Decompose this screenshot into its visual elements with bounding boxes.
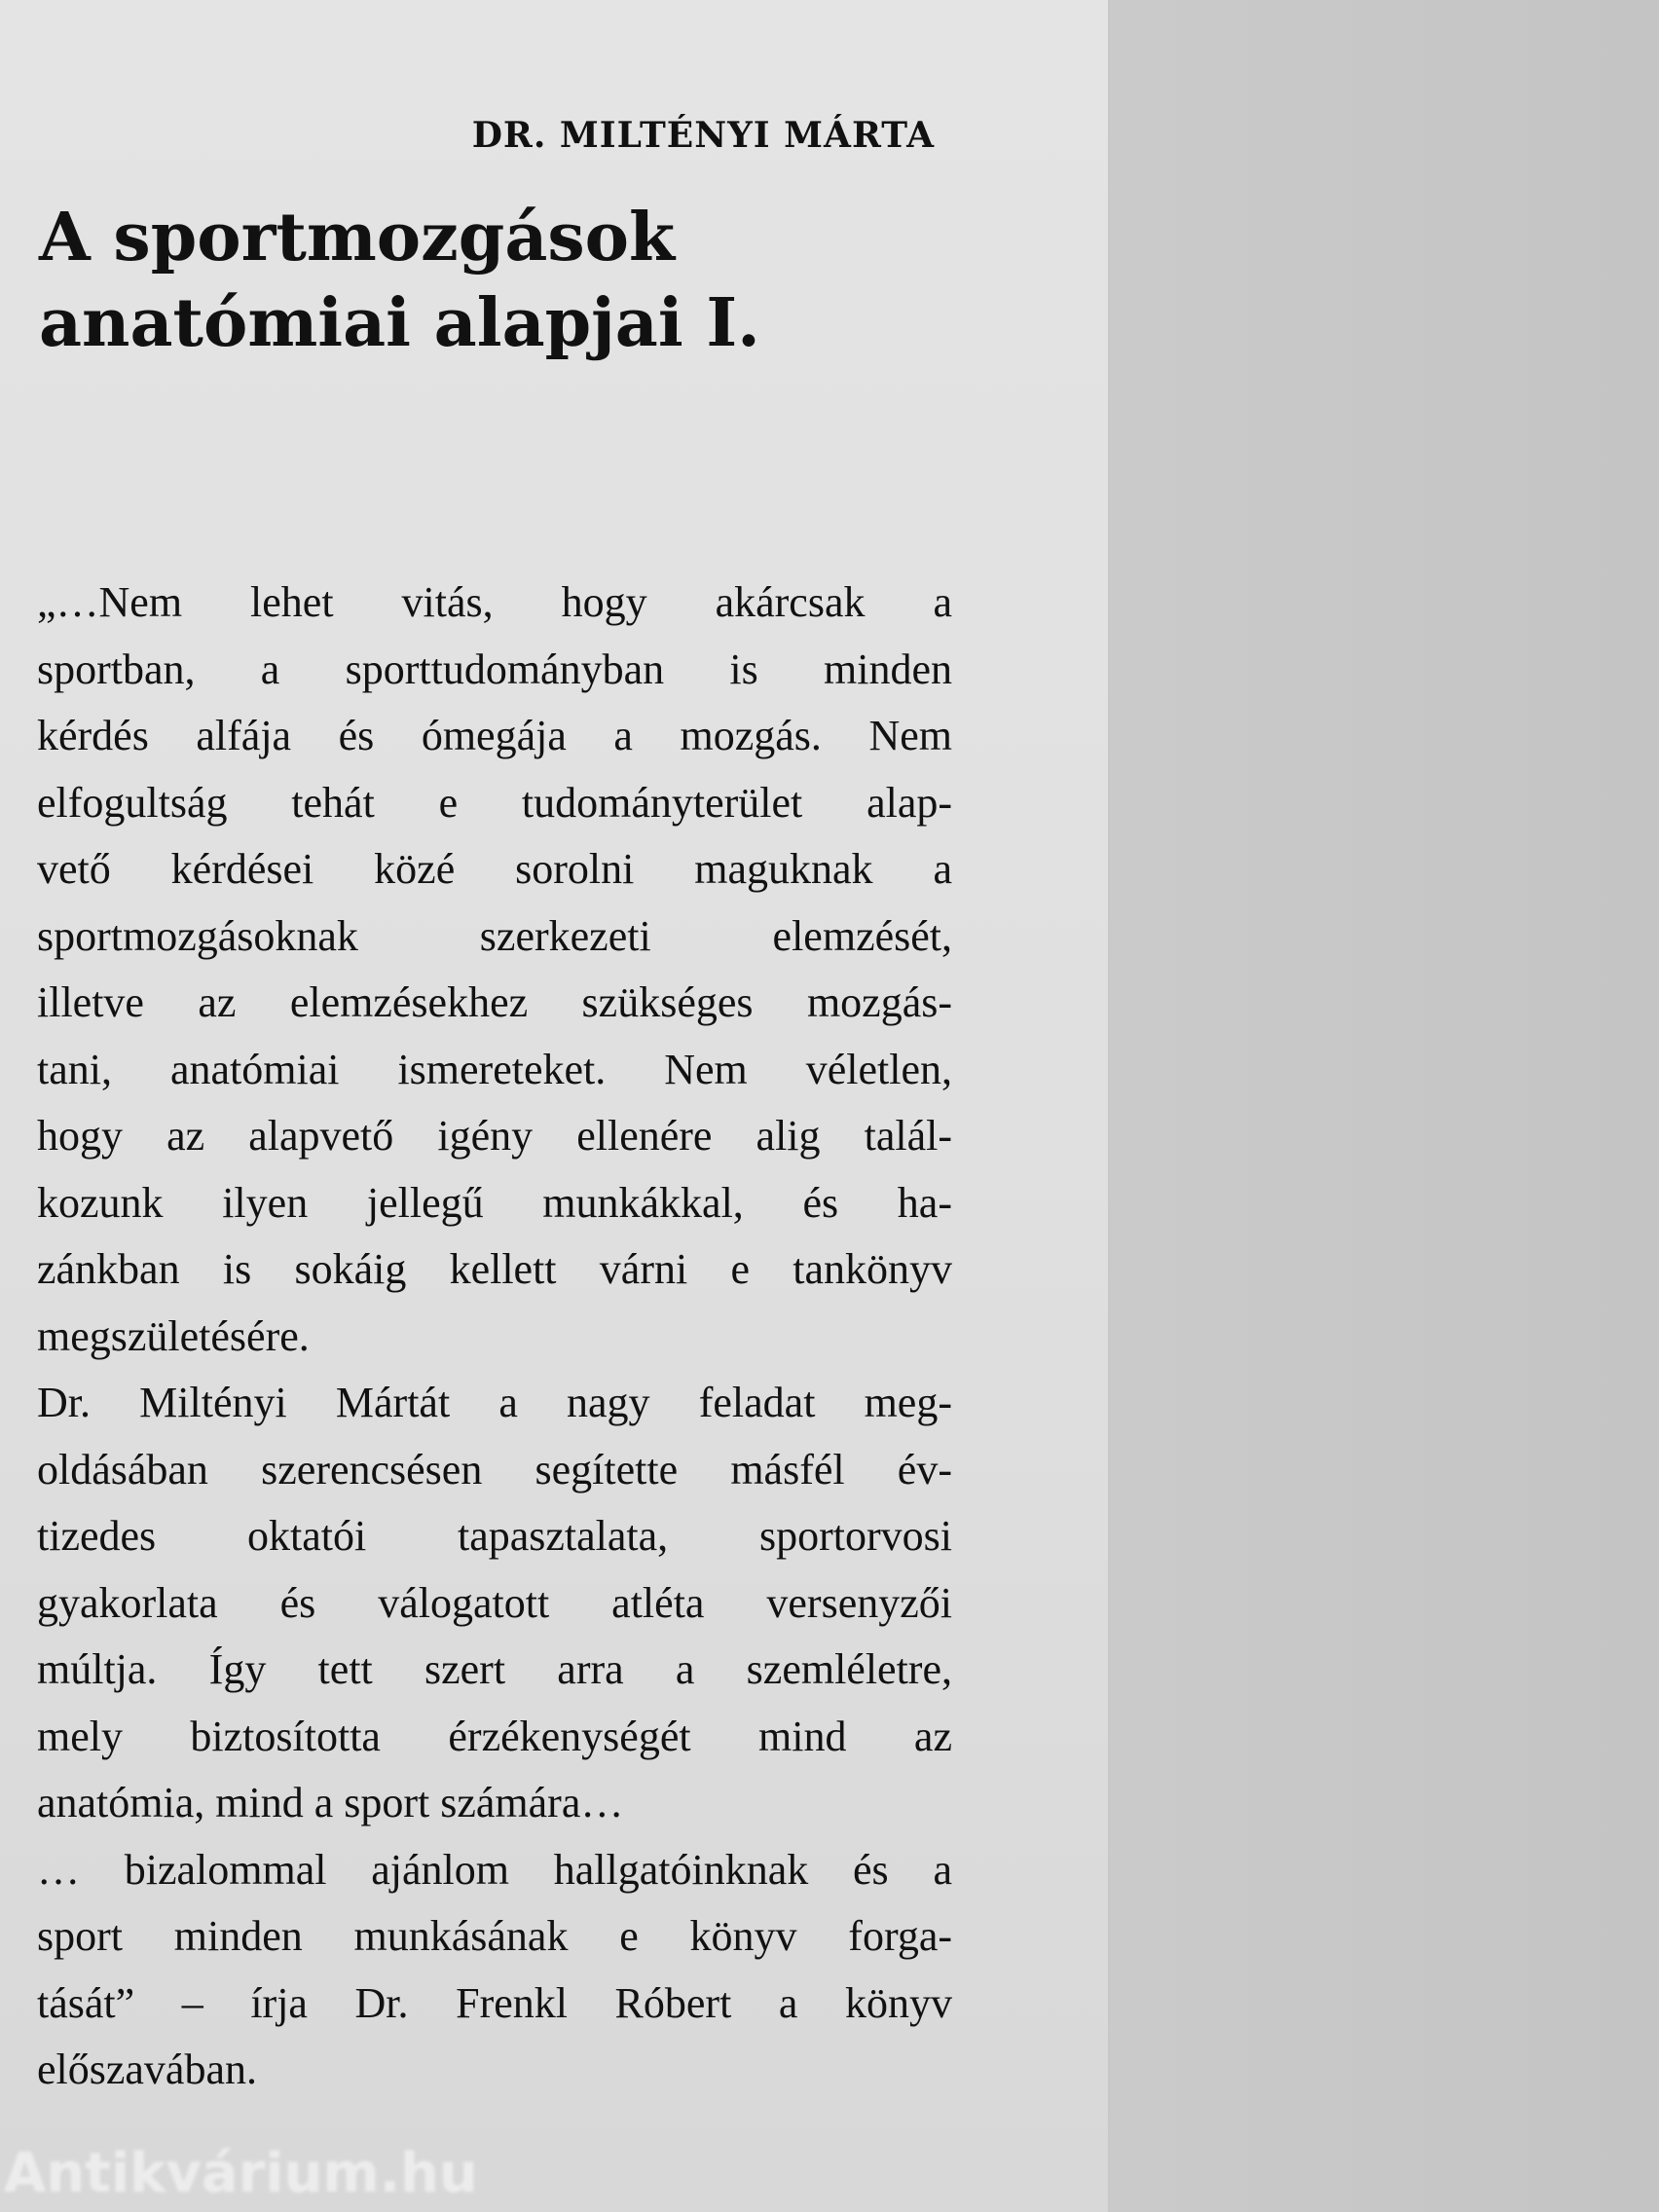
watermark: Antikvárium.hu <box>4 2142 478 2205</box>
blurb-line: „…Nem lehet vitás, hogy akárcsak a <box>37 578 952 626</box>
blurb-line: vető kérdései közé sorolni maguknak a <box>37 845 952 893</box>
blurb-line: tizedes oktatói tapasztalata, sportorvosi <box>37 1512 952 1560</box>
blurb-line: sportmozgásoknak szerkezeti elemzését, <box>37 911 952 960</box>
blurb-line: Dr. Miltényi Mártát a nagy feladat meg- <box>37 1379 952 1426</box>
blurb-line: hogy az alapvető igény ellenére alig talál- <box>37 1112 952 1160</box>
title-line: anatómiai alapjai I. <box>39 284 760 362</box>
blurb-line: gyakorlata és válogatott atléta versenyzői <box>37 1578 952 1627</box>
blurb-line: sport minden munkásának e könyv forga- <box>37 1912 952 1960</box>
blurb-line: sportban, a sporttudományban is minden <box>37 645 952 693</box>
book-title <box>39 195 954 366</box>
blurb-text <box>37 570 952 2104</box>
blurb-line: elfogultság tehát e tudományterület alap- <box>37 778 952 827</box>
blurb-line: kozunk ilyen jellegű munkákkal, és ha- <box>37 1178 952 1227</box>
blurb-line: zánkban is sokáig kellett várni e tankönyv <box>37 1245 952 1293</box>
blurb-line: anatómia, mind a sport számára… <box>37 1779 624 1826</box>
blurb-line: mely biztosította érzékenységét mind az <box>37 1712 952 1760</box>
title-line: A sportmozgások <box>39 199 676 276</box>
blurb-line: … bizalommal ajánlom hallgatóinknak és a <box>37 1845 952 1894</box>
blurb-line: múltja. Így tett szert arra a szemléletre, <box>37 1645 952 1693</box>
blurb-line: tását” – írja Dr. Frenkl Róbert a könyv <box>37 1978 952 2027</box>
blurb-line: illetve az elemzésekhez szükséges mozgás- <box>37 978 952 1026</box>
blurb-line: tani, anatómiai ismereteket. Nem véletlen, <box>37 1045 952 1093</box>
blurb-line: megszületésére. <box>37 1311 310 1360</box>
blurb-line: kérdés alfája és ómegája a mozgás. Nem <box>37 712 952 759</box>
blurb-line: előszavában. <box>37 2046 257 2093</box>
blurb-line: oldásában szerencsésen segítette másfél év- <box>37 1445 952 1493</box>
author-name: DR. MILTÉNYI MÁRTA <box>471 115 935 156</box>
